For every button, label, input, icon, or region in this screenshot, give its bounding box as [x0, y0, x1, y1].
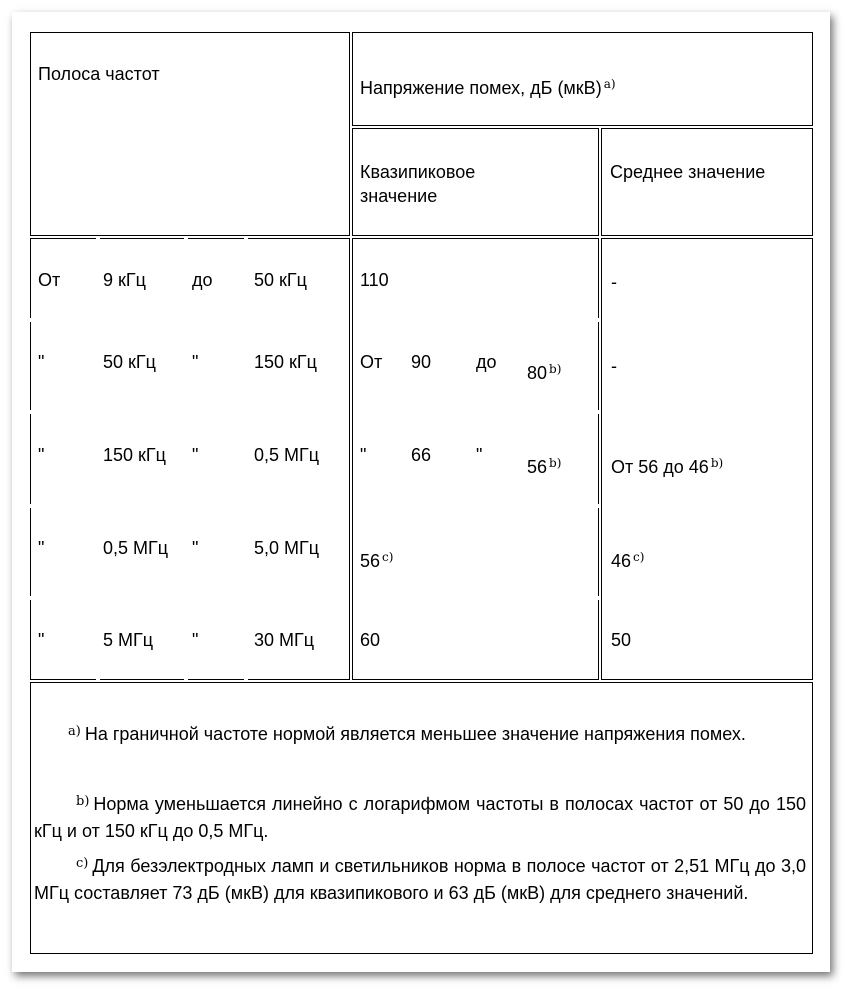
- row-average-value: 46: [611, 551, 632, 571]
- border-break: [96, 237, 100, 239]
- row-f2: 150 кГц: [254, 352, 317, 372]
- header-quasi-peak: Квазипиковое значение: [360, 162, 476, 206]
- row-from-word: ": [38, 538, 45, 558]
- row-quasi-peak-v2-value: 80: [527, 363, 548, 383]
- row-to-word: ": [192, 538, 199, 558]
- row-quasi-peak: [360, 549, 393, 575]
- row-average: [611, 549, 644, 575]
- row-quasi-peak-v2-value: 56: [527, 457, 548, 477]
- border-break: [598, 596, 600, 600]
- row-average: -: [611, 356, 617, 376]
- row-from-word: ": [38, 630, 45, 650]
- row-f1: 150 кГц: [103, 445, 166, 465]
- header-voltage-text: Напряжение помех, дБ (мкВ): [360, 78, 602, 98]
- row-quasi-peak-v1: 66: [411, 445, 432, 465]
- border-break: [598, 318, 600, 322]
- row-to-word: ": [192, 352, 199, 372]
- row-to-word: ": [192, 630, 199, 650]
- row-f2: 0,5 МГц: [254, 445, 320, 465]
- footnote-mark: a): [68, 724, 81, 739]
- border-break: [29, 318, 31, 322]
- row-from-word: ": [38, 352, 45, 372]
- border-break: [244, 679, 248, 681]
- row-quasi-peak-v1: 90: [411, 352, 432, 372]
- row-quasi-peak-note: c): [382, 550, 394, 564]
- row-f1: 50 кГц: [103, 352, 156, 372]
- header-voltage: [360, 76, 616, 102]
- row-from-word: ": [38, 445, 45, 465]
- row-average-note: c): [633, 550, 645, 564]
- row-to-word: до: [192, 270, 213, 290]
- footnote-mark: c): [76, 856, 89, 871]
- row-f1: 9 кГц: [103, 270, 146, 290]
- row-quasi-peak-note: b): [549, 456, 562, 470]
- border-break: [29, 504, 31, 508]
- row-average: [611, 455, 723, 481]
- header-average: Среднее значение: [610, 162, 766, 182]
- row-quasi-peak-v2: [527, 455, 561, 481]
- border-break: [184, 679, 188, 681]
- border-break: [29, 410, 31, 414]
- footnote: [34, 792, 806, 843]
- row-average: 50: [611, 630, 632, 650]
- border-break: [244, 237, 248, 239]
- header-voltage-note: a): [603, 77, 616, 91]
- footnote-text: На граничной частоте нормой является меньшее значение напряжения помех.: [84, 724, 746, 744]
- footnote-text: Норма уменьшается линейно с логарифмом частоты в полосах частот от 50 до 150 кГц и от 150 кГц до 0,5 МГц.: [34, 794, 806, 841]
- row-quasi-peak-value: 56: [360, 551, 381, 571]
- border-break: [598, 504, 600, 508]
- row-quasi-peak-from: ": [360, 445, 367, 465]
- row-f2: 5,0 МГц: [254, 538, 320, 558]
- border-break: [96, 679, 100, 681]
- row-f1: 5 МГц: [103, 630, 154, 650]
- row-quasi-peak-v2: [527, 361, 561, 387]
- row-quasi-peak-to: до: [476, 352, 497, 372]
- border-break: [598, 410, 600, 414]
- row-average: -: [611, 272, 617, 292]
- footnote-mark: b): [76, 794, 90, 809]
- row-quasi-peak: 110: [360, 270, 389, 290]
- row-to-word: ": [192, 445, 199, 465]
- footnote: [34, 722, 806, 749]
- footnote-text: Для безэлектродных ламп и светильников норма в полосе частот от 2,51 МГц до 3,0 МГц составляет 73 дБ (мкВ) для квазипикового и 63 дБ (мкВ) для среднего значений.: [34, 856, 806, 903]
- row-quasi-peak-note: b): [549, 362, 562, 376]
- row-quasi-peak-to: ": [476, 445, 483, 465]
- row-quasi-peak: 60: [360, 630, 381, 650]
- footnote: [34, 854, 806, 905]
- row-average-note: b): [710, 456, 724, 470]
- row-f1: 0,5 МГц: [103, 538, 169, 558]
- row-f2: 50 кГц: [254, 270, 307, 290]
- row-from-word: От: [38, 270, 61, 290]
- border-break: [29, 596, 31, 600]
- border-break: [184, 237, 188, 239]
- header-band: Полоса частот: [38, 64, 160, 84]
- row-quasi-peak-from: От: [360, 352, 383, 372]
- row-average-value: От 56 до 46: [611, 457, 709, 477]
- row-f2: 30 МГц: [254, 630, 315, 650]
